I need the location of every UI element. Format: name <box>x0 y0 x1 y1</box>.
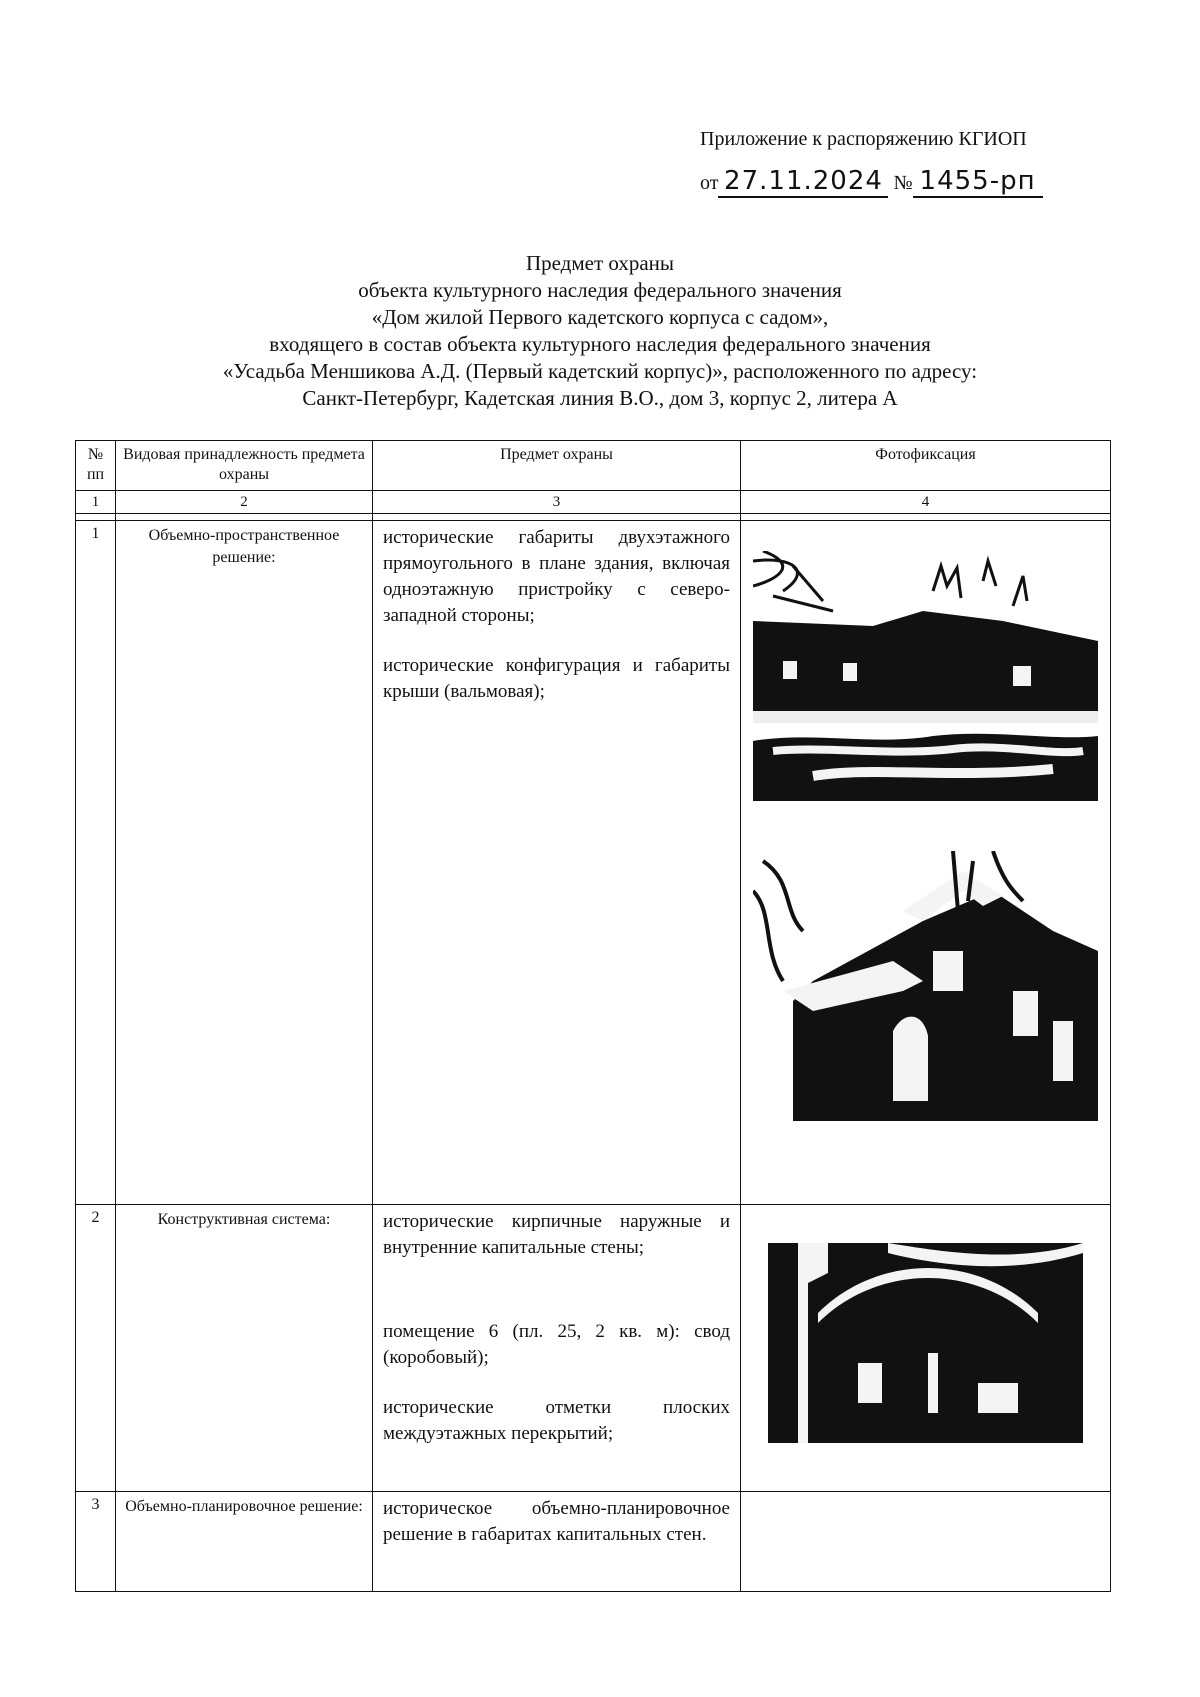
subject-paragraph: историческое объемно-планировочное решение в габаритах капитальных стен. <box>383 1498 730 1545</box>
document-title <box>80 250 1120 412</box>
subject-paragraph: исторические кирпичные наружные и внутренние капитальные стены; <box>383 1211 730 1258</box>
col-number-3: 3 <box>373 491 741 514</box>
col-number-2: 2 <box>116 491 373 514</box>
row-photos-empty <box>741 1492 1111 1592</box>
title-line-1: Предмет охраны <box>525 251 675 275</box>
facade-photo <box>753 551 1098 801</box>
row-number: 1 <box>76 521 116 1205</box>
column-numbers-row <box>76 491 1111 514</box>
order-number-sign: № <box>893 172 913 194</box>
header-subject: Предмет охраны <box>373 441 741 491</box>
table-row <box>76 1205 1111 1492</box>
protection-subject-table <box>75 440 1111 1592</box>
row-type: Объемно-планировочное решение: <box>116 1492 373 1592</box>
row-type: Конструктивная система: <box>116 1205 373 1492</box>
table-row <box>76 521 1111 1205</box>
order-number: 1455-рп <box>913 166 1043 198</box>
order-line <box>700 166 1043 198</box>
row-type: Объемно-пространственное решение: <box>116 521 373 1205</box>
order-from: от <box>700 172 719 194</box>
title-line-2: объекта культурного наследия федерального значения <box>358 278 842 302</box>
row-subject <box>373 1205 741 1492</box>
subject-paragraph: исторические отметки плоских междуэтажных перекрытий; <box>383 1397 730 1444</box>
row-subject <box>373 521 741 1205</box>
row-photos <box>741 1205 1111 1492</box>
order-date: 27.11.2024 <box>718 166 888 198</box>
header-number: № пп <box>76 441 116 491</box>
title-line-4: входящего в состав объекта культурного наследия федерального значения <box>269 332 931 356</box>
col-number-1: 1 <box>76 491 116 514</box>
subject-paragraph: исторические конфигурация и габариты крыши (вальмовая); <box>383 655 730 702</box>
row-number: 3 <box>76 1492 116 1592</box>
title-line-6: Санкт-Петербург, Кадетская линия В.О., дом 3, корпус 2, литера А <box>302 386 898 410</box>
corner-photo <box>753 851 1098 1121</box>
row-number: 2 <box>76 1205 116 1492</box>
subject-paragraph: исторические габариты двухэтажного прямоугольного в плане здания, включая одноэтажную пристройку с северо-западной стороны; <box>383 527 730 626</box>
annex-label: Приложение к распоряжению КГИОП <box>700 128 1027 150</box>
subject-paragraph: помещение 6 (пл. 25, 2 кв. м): свод (коробовый); <box>383 1321 730 1368</box>
header-photo: Фотофиксация <box>741 441 1111 491</box>
table-header-row <box>76 441 1111 491</box>
table-gap <box>76 514 1111 521</box>
row-subject <box>373 1492 741 1592</box>
table-row <box>76 1492 1111 1592</box>
title-line-5: «Усадьба Меншикова А.Д. (Первый кадетский корпус)», расположенного по адресу: <box>222 359 978 383</box>
header-type: Видовая принадлежность предмета охраны <box>116 441 373 491</box>
col-number-4: 4 <box>741 491 1111 514</box>
row-photos <box>741 521 1111 1205</box>
title-line-3: «Дом жилой Первого кадетского корпуса с садом», <box>371 305 829 329</box>
vault-photo <box>768 1243 1083 1443</box>
